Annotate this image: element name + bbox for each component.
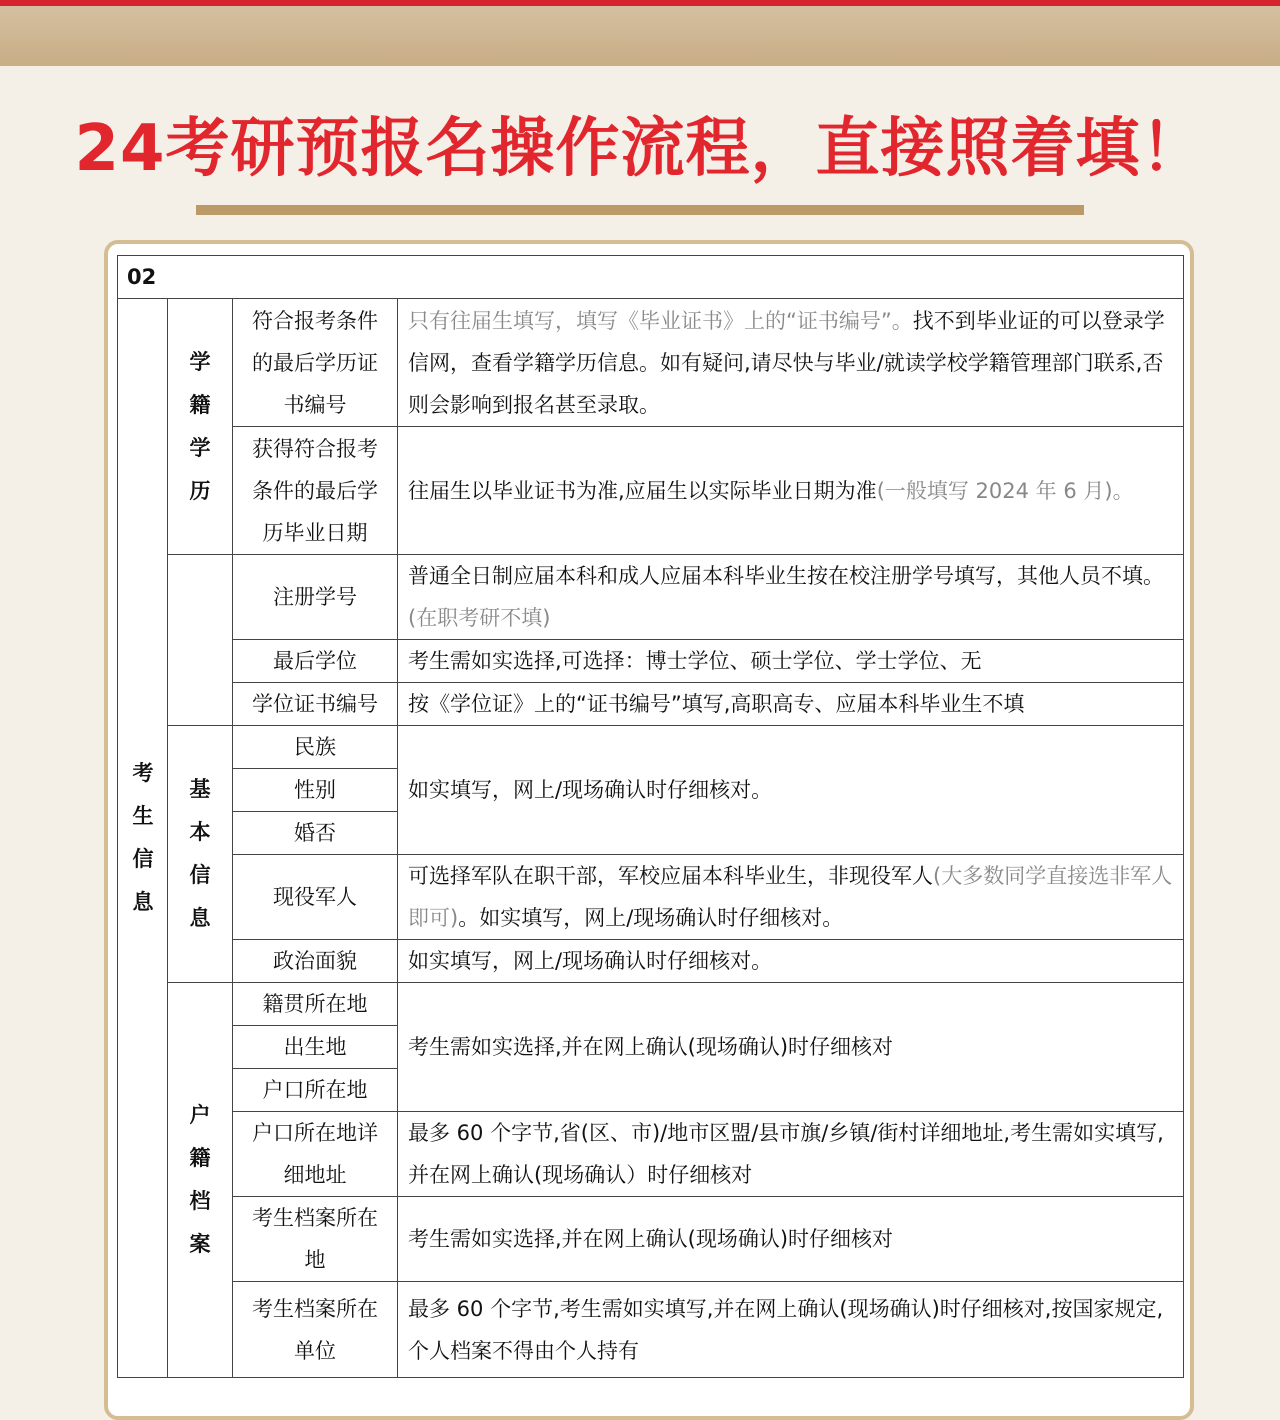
field-label: 政治面貌 xyxy=(233,940,398,983)
field-label: 籍贯所在地 xyxy=(233,983,398,1026)
table-row xyxy=(118,640,1184,683)
category-xueji: 学籍学历 xyxy=(168,299,233,555)
field-description: 普通全日制应届本科和成人应届本科毕业生按在校注册学号填写，其他人员不填。(在职考研不填) xyxy=(398,555,1184,640)
field-description: 考生需如实选择,并在网上确认(现场确认)时仔细核对 xyxy=(398,1197,1184,1282)
field-description: 往届生以毕业证书为准,应届生以实际毕业日期为准(一般填写 2024 年 6 月)。 xyxy=(398,427,1184,555)
field-label: 考生档案所在地 xyxy=(233,1197,398,1282)
category-blank xyxy=(168,555,233,726)
field-description: 只有往届生填写，填写《毕业证书》上的“证书编号”。找不到毕业证的可以登录学信网，查看学籍学历信息。如有疑问,请尽快与毕业/就读学校学籍管理部门联系,否则会影响到报名甚至录取。 xyxy=(398,299,1184,427)
category-jiben: 基本信息 xyxy=(168,726,233,983)
field-label: 注册学号 xyxy=(233,555,398,640)
table-row xyxy=(118,555,1184,640)
top-banner xyxy=(0,0,1280,66)
field-label: 出生地 xyxy=(233,1026,398,1069)
field-label: 现役军人 xyxy=(233,855,398,940)
page-title: 24考研预报名操作流程，直接照着填！ xyxy=(74,112,1206,186)
field-label: 户口所在地 xyxy=(233,1069,398,1112)
field-label: 获得符合报考条件的最后学历毕业日期 xyxy=(233,427,398,555)
table-row xyxy=(118,726,1184,769)
field-label: 符合报考条件的最后学历证书编号 xyxy=(233,299,398,427)
field-description: 考生需如实选择,可选择：博士学位、硕士学位、学士学位、无 xyxy=(398,640,1184,683)
field-description: 可选择军队在职干部，军校应届本科毕业生，非现役军人(大多数同学直接选非军人即可)。如实填写，网上/现场确认时仔细核对。 xyxy=(398,855,1184,940)
table-row xyxy=(118,299,1184,427)
field-description: 最多 60 个字节,省(区、市)/地市区盟/县市旗/乡镇/街村详细地址,考生需如实填写,并在网上确认(现场确认）时仔细核对 xyxy=(398,1112,1184,1197)
registration-info-table xyxy=(117,255,1184,1378)
field-label: 性别 xyxy=(233,769,398,812)
section-number: 02 xyxy=(118,256,1184,299)
field-description: 如实填写，网上/现场确认时仔细核对。 xyxy=(398,726,1184,855)
category-huji: 户籍档案 xyxy=(168,983,233,1378)
field-label: 考生档案所在单位 xyxy=(233,1282,398,1378)
top-red-stripe xyxy=(0,0,1280,6)
table-row xyxy=(118,940,1184,983)
table-row xyxy=(118,427,1184,555)
field-label: 最后学位 xyxy=(233,640,398,683)
field-label: 民族 xyxy=(233,726,398,769)
field-description: 考生需如实选择,并在网上确认(现场确认)时仔细核对 xyxy=(398,983,1184,1112)
group-label: 考生信息 xyxy=(118,299,168,1378)
field-label: 婚否 xyxy=(233,812,398,855)
field-label: 户口所在地详细地址 xyxy=(233,1112,398,1197)
table-row xyxy=(118,1282,1184,1378)
title-underline xyxy=(196,205,1084,215)
table-row xyxy=(118,683,1184,726)
table-row xyxy=(118,855,1184,940)
table-row xyxy=(118,1197,1184,1282)
field-description: 如实填写，网上/现场确认时仔细核对。 xyxy=(398,940,1184,983)
table-row xyxy=(118,256,1184,299)
field-description: 最多 60 个字节,考生需如实填写,并在网上确认(现场确认)时仔细核对,按国家规定,个人档案不得由个人持有 xyxy=(398,1282,1184,1378)
field-description: 按《学位证》上的“证书编号”填写,高职高专、应届本科毕业生不填 xyxy=(398,683,1184,726)
table-row xyxy=(118,983,1184,1026)
table-row xyxy=(118,1112,1184,1197)
field-label: 学位证书编号 xyxy=(233,683,398,726)
